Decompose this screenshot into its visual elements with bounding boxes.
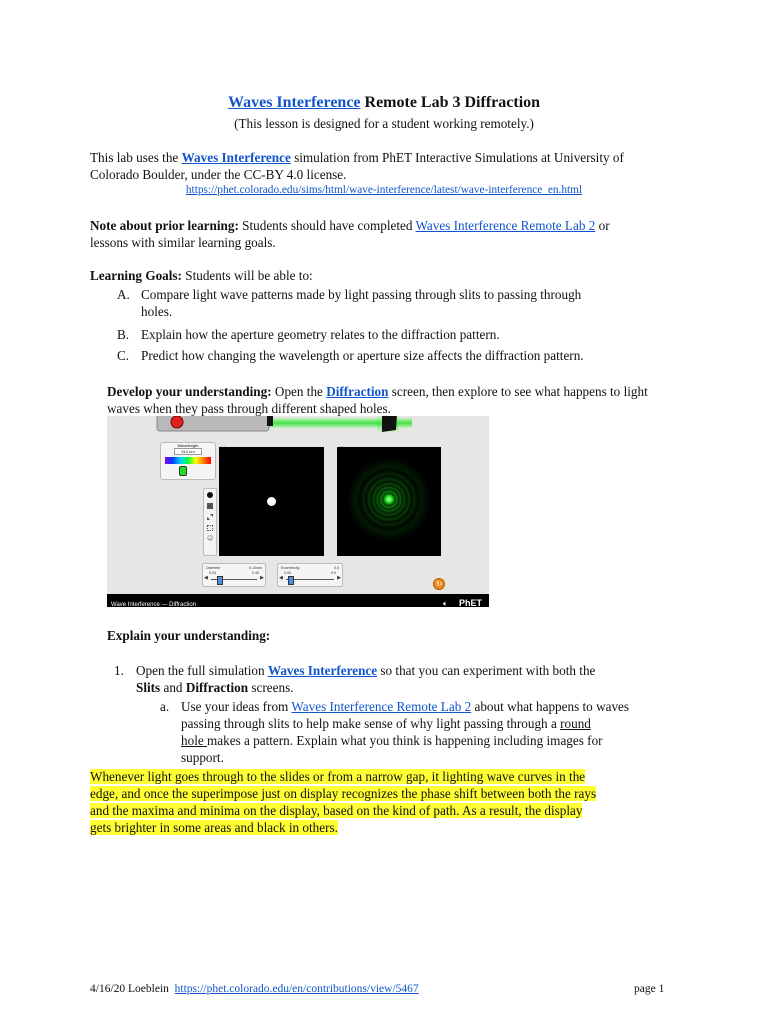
prior-line-2: lessons with similar learning goals. bbox=[90, 235, 276, 250]
question-1a-letter: a. bbox=[160, 699, 170, 714]
develop-paragraph bbox=[107, 383, 687, 417]
eccentricity-max: 0.9 bbox=[331, 571, 336, 575]
footer-left bbox=[90, 981, 419, 998]
sim-navbar bbox=[107, 594, 489, 607]
question-1 bbox=[136, 662, 696, 696]
q1a-round: round bbox=[560, 716, 591, 731]
question-1-number: 1. bbox=[114, 663, 124, 678]
page-number: page 1 bbox=[634, 983, 665, 995]
develop-text-2: screen, then explore to see what happens to light bbox=[388, 384, 648, 399]
q1-text: Open the full simulation bbox=[136, 663, 268, 678]
diameter-label: Diameter bbox=[206, 566, 221, 570]
phet-logo[interactable]: PhET bbox=[459, 598, 483, 607]
q1-sim-link[interactable]: Waves Interference bbox=[267, 663, 378, 678]
wavelength-value: 514 nm bbox=[174, 448, 202, 455]
goal-a bbox=[141, 286, 661, 320]
q1-slits: Slits bbox=[136, 680, 161, 695]
goal-letter-a: A. bbox=[117, 287, 130, 302]
prior-after: or bbox=[595, 218, 610, 233]
diffraction-link[interactable]: Diffraction bbox=[326, 384, 389, 399]
diameter-control bbox=[202, 563, 266, 587]
answer-line-2: edge, and once the superimpose just on display recognizes the phase shift between both the rays bbox=[90, 786, 597, 801]
goal-b: Explain how the aperture geometry relates to the diffraction pattern. bbox=[141, 327, 500, 342]
goal-c: Predict how changing the wavelength or aperture size affects the diffraction pattern. bbox=[141, 348, 584, 363]
goal-letter-c: C. bbox=[117, 348, 130, 363]
eccentricity-min: 0.00 bbox=[284, 571, 291, 575]
q1-and: and bbox=[160, 680, 186, 695]
eccentricity-thumb[interactable] bbox=[288, 576, 294, 585]
wavelength-label: Wavelength bbox=[177, 443, 199, 448]
wavelength-slider-thumb[interactable] bbox=[179, 466, 187, 476]
goals-intro: Students will be able to: bbox=[181, 268, 313, 283]
page-title bbox=[0, 94, 768, 111]
diameter-thumb[interactable] bbox=[217, 576, 223, 585]
diameter-value: 0.10mm bbox=[249, 566, 262, 570]
footer-url-link[interactable]: https://phet.colorado.edu/en/contributions/view/5467 bbox=[174, 983, 419, 995]
goal-a-line1: Compare light wave patterns made by light passing through slits to passing through bbox=[141, 287, 582, 302]
q1a-text-2: about what happens to waves bbox=[471, 699, 630, 714]
goal-letter-b: B. bbox=[117, 327, 130, 342]
gaussian-aperture-icon[interactable] bbox=[207, 514, 213, 520]
goals-label: Learning Goals: bbox=[90, 268, 182, 283]
answer-line-3: and the maxima and minima on the display, based on the kind of path. As a result, the display bbox=[90, 803, 583, 818]
goal-a-line2: holes. bbox=[141, 304, 173, 319]
eccentricity-increment[interactable]: ▶ bbox=[337, 575, 341, 581]
wavelength-panel bbox=[160, 442, 216, 480]
intro-text-2: simulation from PhET Interactive Simulations at University of bbox=[290, 150, 624, 165]
wavelength-slider[interactable] bbox=[165, 457, 211, 464]
title-link[interactable]: Waves Interference bbox=[227, 94, 361, 111]
sim-title: Wave Interference — Diffraction bbox=[111, 602, 197, 607]
aperture-hole bbox=[267, 497, 276, 506]
learning-goals-heading bbox=[90, 267, 690, 284]
diameter-max: 0.40 bbox=[252, 571, 259, 575]
intro-paragraph bbox=[90, 149, 690, 183]
diameter-increment[interactable]: ▶ bbox=[260, 575, 264, 581]
develop-line-2: waves when they pass through different shaped holes. bbox=[107, 401, 391, 416]
answer-line-1: Whenever light goes through to the slides or from a narrow gap, it lighting wave curves in the bbox=[90, 769, 586, 784]
q1-diffraction: Diffraction bbox=[185, 680, 249, 695]
q1-end: screens. bbox=[248, 680, 294, 695]
develop-text: Open the bbox=[271, 384, 327, 399]
subtitle: (This lesson is designed for a student working remotely.) bbox=[234, 116, 534, 131]
explain-heading: Explain your understanding: bbox=[107, 628, 271, 643]
q1-text-2: so that you can experiment with both the bbox=[377, 663, 596, 678]
q1a-hole: hole bbox=[181, 733, 208, 748]
aperture-shape-panel bbox=[203, 488, 217, 556]
square-aperture-icon[interactable] bbox=[207, 503, 213, 509]
sim-url-link[interactable]: https://phet.colorado.edu/sims/html/wave-interference/latest/wave-interference_en.html bbox=[185, 184, 583, 196]
aperture-view bbox=[219, 447, 324, 556]
eccentricity-label: Eccentricity bbox=[281, 566, 300, 570]
eccentricity-value: 0.0 bbox=[334, 566, 339, 570]
diffraction-pattern bbox=[337, 447, 441, 556]
q1a-line4: support. bbox=[181, 750, 224, 765]
prior-text: Students should have completed bbox=[238, 218, 416, 233]
simulation-screenshot bbox=[107, 416, 489, 607]
lattice-aperture-icon[interactable] bbox=[207, 525, 213, 531]
title-rest: Remote Lab 3 Diffraction bbox=[360, 94, 541, 111]
q1a-text: Use your ideas from bbox=[181, 699, 292, 714]
prior-lab-link[interactable]: Waves Interference Remote Lab 2 bbox=[415, 218, 596, 233]
circle-aperture-icon[interactable] bbox=[207, 492, 213, 498]
eccentricity-control bbox=[277, 563, 343, 587]
person-aperture-icon[interactable]: ☺ bbox=[207, 535, 214, 542]
develop-label: Develop your understanding: bbox=[107, 384, 272, 399]
question-1a bbox=[181, 698, 701, 766]
diameter-decrement[interactable]: ◀ bbox=[204, 575, 208, 581]
speaker-icon[interactable]: 🔈︎ bbox=[443, 599, 448, 607]
reset-all-button[interactable]: ↻ bbox=[433, 578, 445, 590]
prior-label: Note about prior learning: bbox=[90, 218, 239, 233]
answer-line-4: gets brighter in some areas and black in others. bbox=[90, 820, 338, 835]
eccentricity-decrement[interactable]: ◀ bbox=[279, 575, 283, 581]
footer-date: 4/16/20 Loeblein bbox=[90, 983, 169, 995]
prior-learning-note bbox=[90, 217, 690, 251]
student-answer bbox=[90, 768, 690, 836]
intro-line-2: Colorado Boulder, under the CC-BY 4.0 license. bbox=[90, 167, 347, 182]
q1a-line2: passing through slits to help make sense of why light passing through a bbox=[181, 716, 561, 731]
q1a-line3: makes a pattern. Explain what you think is happening including images for bbox=[207, 733, 603, 748]
intro-sim-link[interactable]: Waves Interference bbox=[181, 150, 291, 165]
diameter-min: 0.04 bbox=[209, 571, 216, 575]
intro-text: This lab uses the bbox=[90, 150, 182, 165]
laser-button bbox=[171, 416, 183, 428]
q1a-lab-link[interactable]: Waves Interference Remote Lab 2 bbox=[291, 699, 472, 714]
